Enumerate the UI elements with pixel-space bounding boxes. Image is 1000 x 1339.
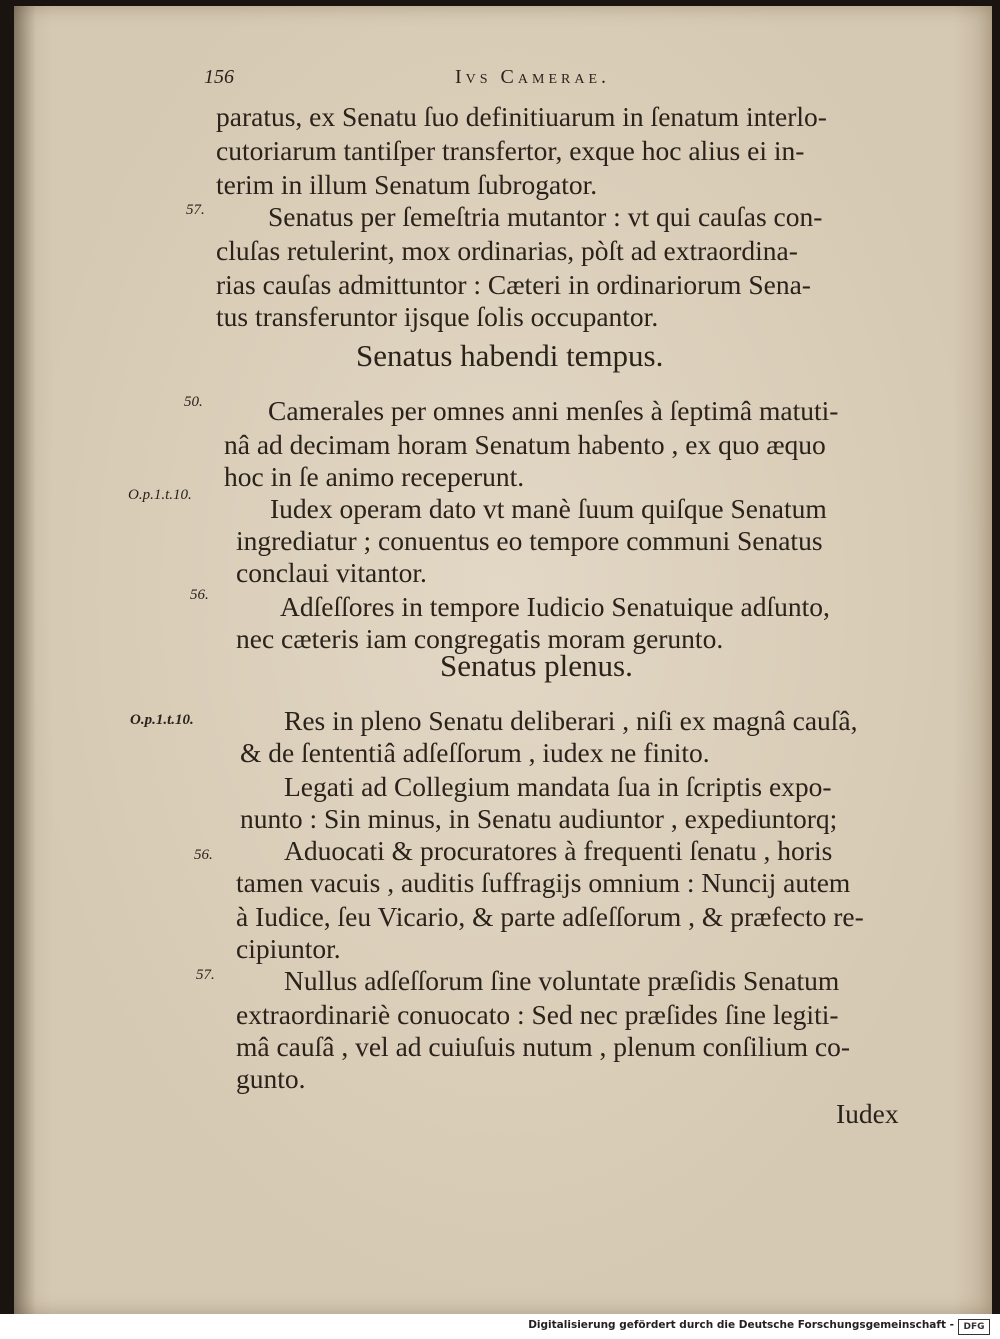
text-line: Iudex operam dato vt manè ſuum quiſque Senatum [270,493,827,524]
text-line: à Iudice, ſeu Vicario, & parte adſeſſorum , & præfecto re- [236,901,864,932]
text-line: Legati ad Collegium mandata ſua in ſcriptis expo- [284,771,832,802]
text-line: nunto : Sin minus, in Senatu audiuntor , expediuntorq; [240,803,838,834]
margin-note: 56. [190,587,209,603]
text-line: nec cæteris iam congregatis moram gerunto. [236,623,724,654]
text-line: extraordinariè conuocato : Sed nec præſides ſine legiti- [236,999,839,1030]
text-line: & de ſententiâ adſeſſorum , iudex ne finito. [240,737,710,768]
margin-note: O.p.1.t.10. [130,712,194,728]
text-line: ingrediatur ; conuentus eo tempore communi Senatus [236,525,823,556]
text-line: Res in pleno Senatu deliberari , niſi ex magnâ cauſâ, [284,705,858,736]
text-line: gunto. [236,1063,306,1094]
margin-note: 56. [194,847,213,863]
margin-note: 57. [186,202,205,218]
text-line: rias cauſas admittuntor : Cæteri in ordinariorum Sena- [216,269,811,300]
text-line: Camerales per omnes anni menſes à ſeptimâ matuti- [268,395,839,426]
text-line: Aduocati & procuratores à frequenti ſenatu , horis [284,835,833,866]
text-line: mâ cauſâ , vel ad cuiuſuis nutum , plenum conſilium co- [236,1031,851,1062]
text-line: cluſas retulerint, mox ordinarias, pòſt ad extraordina- [216,235,798,266]
digitization-footer [0,1314,1000,1339]
text-line: Adſeſſores in tempore Iudicio Senatuique adſunto, [280,591,830,622]
text-line: paratus, ex Senatu ſuo definitiuarum in ſenatum interlo- [216,101,827,132]
page-number: 156 [204,66,234,88]
catchword: Iudex [836,1098,899,1129]
text-line: tus transferuntor ijsque ſolis occupantor. [216,301,659,332]
text-line: tamen vacuis , auditis ſuffragijs omnium : Nuncij autem [236,867,851,898]
footer-credit: Digitalisierung gefördert durch die Deutsche Forschungsgemeinschaft - [528,1319,954,1331]
margin-note: 57. [196,967,215,983]
text-line: cipiuntor. [236,933,341,964]
text-line: Nullus adſeſſorum ſine voluntate præſidis Senatum [284,965,840,996]
text-line: terim in illum Senatum ſubrogator. [216,169,598,200]
dfg-logo-icon: DFG [958,1319,990,1335]
text-line: cutoriarum tantiſper transfertor, exque hoc alius ei in- [216,135,805,166]
text-line: Senatus per ſemeſtria mutantor : vt qui cauſas con- [268,201,823,232]
margin-note: 50. [184,394,203,410]
gutter-shadow [14,6,36,1314]
text-line: conclaui vitantor. [236,557,427,588]
margin-note: O.p.1.t.10. [128,487,192,503]
section-heading: Senatus habendi tempus. [356,338,664,373]
text-line: hoc in ſe animo receperunt. [224,461,525,492]
running-head: Ivs Camerae. [455,66,611,88]
section-heading: Senatus plenus. [440,648,633,683]
body-text [216,100,916,1094]
text-line: nâ ad decimam horam Senatum habento , ex quo æquo [224,429,826,460]
